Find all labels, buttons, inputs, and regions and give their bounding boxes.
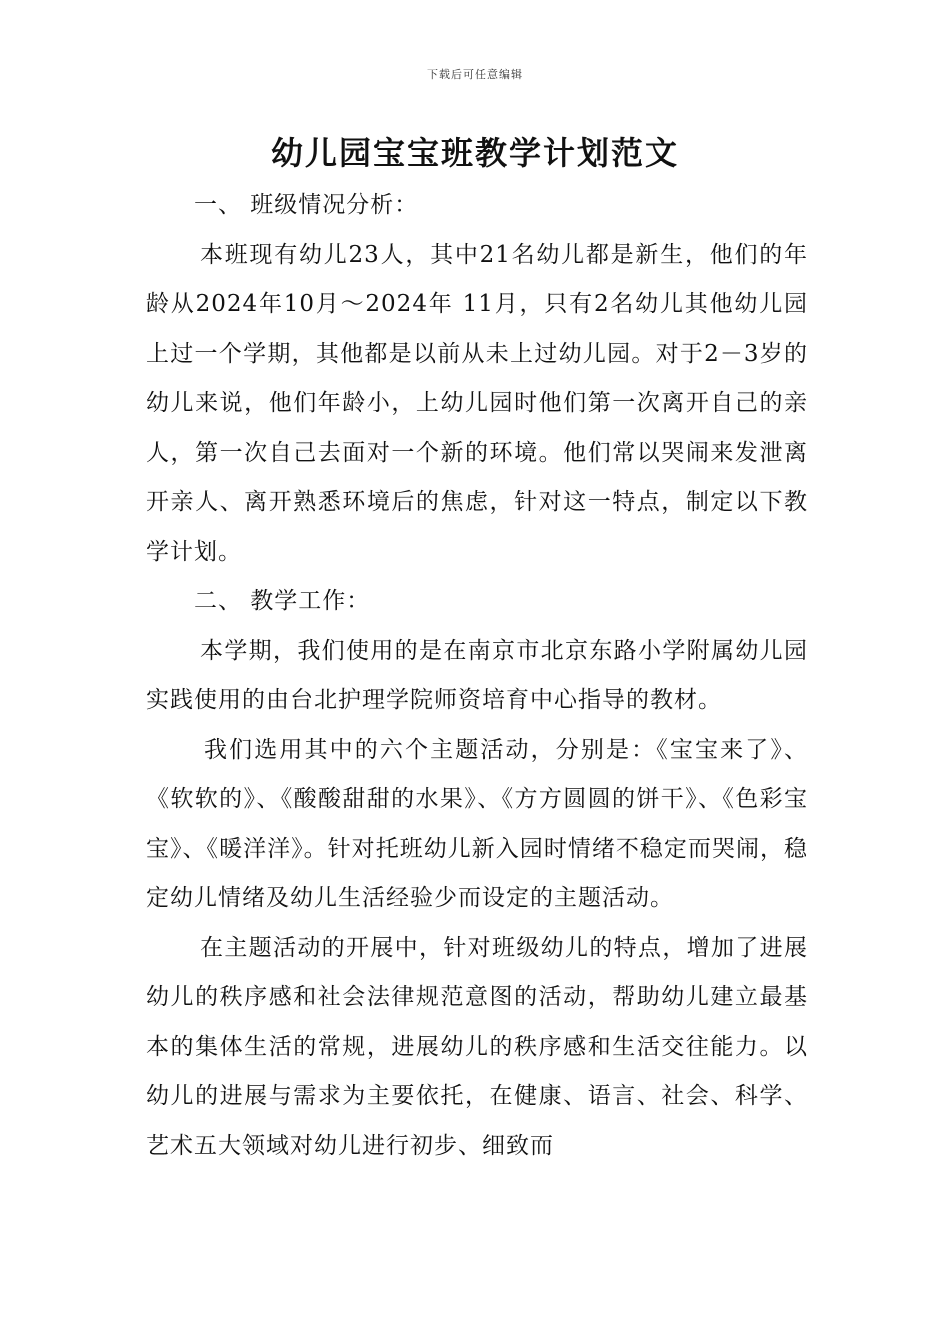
paragraph-theme-activities: 我们选用其中的六个主题活动，分别是：《宝宝来了》、《软软的》、《酸酸甜甜的水果》、《方方圆圆的饼干》、《色彩宝宝》、《暖洋洋》。针对托班幼儿新入园时情绪不稳定而哭闹，稳定幼儿情绪及幼儿生活经验少而设定的主题活动。: [146, 736, 808, 911]
paragraph-teaching-materials: 本学期，我们使用的是在南京市北京东路小学附属幼儿园实践使用的由台北护理学院师资培育中心指导的教材。: [146, 637, 808, 713]
header-note: 下载后可任意编辑: [427, 68, 523, 81]
document-title: 幼儿园宝宝班教学计划范文: [270, 134, 679, 172]
section-heading-teaching-work: 二、 教学工作：: [194, 588, 371, 614]
paragraph-class-situation: 本班现有幼儿23人，其中21名幼儿都是新生，他们的年龄从2024年10月～2024年 11月，只有2名幼儿其他幼儿园上过一个学期，其他都是以前从未上过幼儿园。对于2－3岁的幼儿来说，他们年龄小，上幼儿园时他们第一次离开自己的亲人，第一次自己去面对一个新的环境。他们常以哭闹来发泄离开亲人、离开熟悉环境后的焦虑，针对这一特点，制定以下教学计划。: [146, 241, 808, 565]
document-body: [146, 181, 808, 1171]
section-heading-class-analysis: 一、 班级情况分析：: [194, 192, 419, 218]
paragraph-activity-development: 在主题活动的开展中，针对班级幼儿的特点，增加了进展幼儿的秩序感和社会法律规范意图的活动，帮助幼儿建立最基本的集体生活的常规，进展幼儿的秩序感和生活交往能力。以幼儿的进展与需求为主要依托，在健康、语言、社会、科学、艺术五大领域对幼儿进行初步、细致而: [146, 934, 808, 1159]
